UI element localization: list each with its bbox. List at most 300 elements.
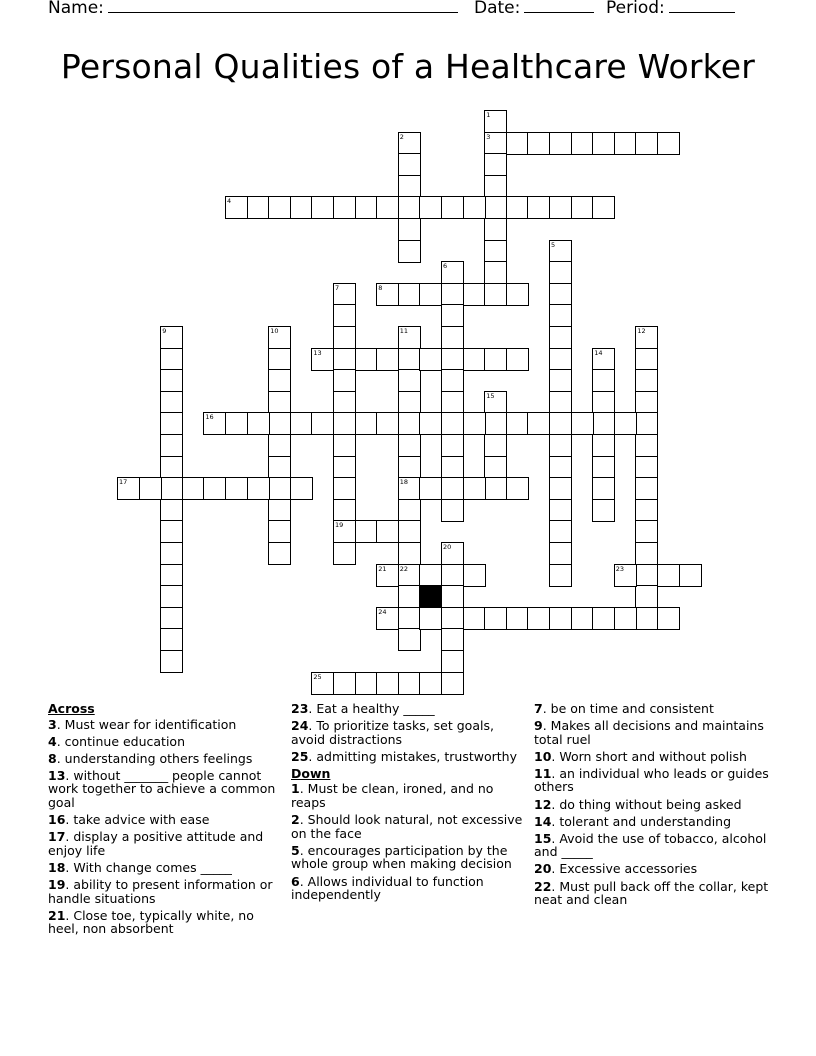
across-clue-13: 13. without _______ people cannot work together to achieve a common goal — [48, 767, 276, 811]
across-clue-8: 8. understanding others feelings — [48, 750, 253, 766]
clue-number: 13 — [48, 767, 66, 783]
grid-cell[interactable] — [419, 564, 442, 587]
grid-cell[interactable] — [549, 304, 572, 327]
grid-cell[interactable] — [635, 132, 658, 155]
grid-cell[interactable] — [398, 283, 421, 306]
grid-cell[interactable] — [355, 672, 378, 695]
cell-number: 5 — [551, 240, 556, 249]
cell-number: 23 — [615, 564, 625, 573]
grid-cell[interactable] — [657, 132, 680, 155]
grid-cell[interactable] — [311, 196, 334, 219]
grid-cell[interactable] — [527, 412, 550, 435]
grid-cell[interactable] — [484, 218, 507, 241]
clue-number: 3 — [48, 716, 57, 732]
grid-cell[interactable] — [160, 520, 183, 543]
clue-number: 11 — [534, 765, 552, 781]
clue-number: 8 — [48, 750, 57, 766]
grid-cell[interactable] — [333, 348, 356, 371]
grid-cell[interactable] — [160, 456, 183, 479]
grid-cell[interactable] — [441, 564, 464, 587]
grid-cell[interactable] — [160, 369, 183, 392]
clue-text: admitting mistakes, trustworthy — [316, 748, 517, 764]
grid-cell[interactable] — [247, 477, 270, 500]
grid-cell[interactable] — [549, 196, 572, 219]
grid-cell[interactable] — [484, 283, 507, 306]
grid-cell[interactable] — [635, 585, 658, 608]
grid-cell[interactable] — [398, 672, 421, 695]
grid-cell[interactable] — [484, 434, 507, 457]
clue-text: Excessive accessories — [559, 861, 698, 877]
grid-cell[interactable] — [549, 326, 572, 349]
down-clue-6: 6. Allows individual to function independently — [291, 873, 484, 903]
across-clue-24: 24. To prioritize tasks, set goals, avoid distractions — [291, 718, 494, 747]
grid-cell[interactable] — [484, 477, 507, 500]
grid-cell[interactable] — [484, 240, 507, 263]
grid-cell[interactable] — [268, 434, 291, 457]
clue-text: Eat a healthy _____ — [316, 701, 435, 716]
clue-number: 17 — [48, 829, 66, 845]
grid-cell[interactable] — [398, 520, 421, 543]
grid-cell[interactable] — [398, 434, 421, 457]
grid-cell[interactable] — [463, 412, 486, 435]
grid-cell[interactable] — [160, 391, 183, 414]
grid-cell[interactable] — [398, 153, 421, 176]
grid-cell[interactable] — [571, 607, 594, 630]
grid-cell[interactable] — [419, 283, 442, 306]
grid-cell[interactable] — [398, 607, 421, 630]
cell-number: 21 — [378, 564, 387, 573]
clue-text: Must be clean, ironed, and no reaps — [291, 781, 494, 811]
cell-number: 10 — [270, 327, 279, 335]
clue-text: an individual who leads or guides others — [534, 765, 769, 795]
grid-cell[interactable] — [376, 672, 399, 695]
clue-text: Must pull back off the collar, kept neat and clean — [534, 878, 769, 908]
date-label: Date: — [474, 0, 521, 18]
grid-cell[interactable] — [463, 283, 486, 306]
clue-text: Avoid the use of tobacco, alcohol and _____ — [534, 830, 767, 860]
grid-cell[interactable] — [160, 607, 183, 630]
grid-cell[interactable] — [398, 499, 421, 522]
across-heading: Across — [48, 701, 95, 716]
clue-number: 12 — [534, 796, 552, 812]
grid-cell[interactable] — [592, 369, 615, 392]
grid-cell[interactable] — [441, 434, 464, 457]
grid-cell[interactable] — [268, 196, 291, 219]
grid-cell[interactable] — [225, 412, 248, 435]
grid-cell[interactable] — [160, 628, 183, 651]
grid-cell[interactable] — [635, 434, 658, 457]
cell-number: 6 — [443, 262, 448, 271]
grid-cell[interactable] — [376, 520, 399, 543]
down-clue-9: 9. Makes all decisions and maintains total ruel — [534, 718, 764, 747]
grid-cell[interactable] — [355, 348, 378, 371]
grid-cell[interactable] — [592, 607, 615, 630]
grid-cell[interactable] — [549, 520, 572, 543]
grid-cell[interactable] — [549, 369, 572, 392]
cell-number: 24 — [378, 607, 387, 616]
clue-number: 22 — [534, 878, 552, 894]
grid-cell[interactable] — [268, 542, 291, 565]
clue-number: 18 — [48, 859, 66, 875]
grid-cell[interactable] — [441, 412, 464, 435]
clue-text: do thing without being asked — [559, 796, 742, 812]
grid-cell[interactable] — [160, 499, 183, 522]
grid-cell[interactable] — [484, 412, 507, 435]
grid-cell[interactable] — [441, 499, 464, 522]
clues-column-3 — [534, 702, 774, 910]
clue-number: 2 — [291, 812, 300, 828]
grid-cell[interactable] — [549, 283, 572, 306]
grid-cell[interactable] — [182, 477, 205, 500]
grid-cell[interactable] — [247, 412, 270, 435]
clue-number: 4 — [48, 733, 57, 749]
grid-cell[interactable] — [268, 369, 291, 392]
grid-cell[interactable] — [506, 348, 529, 371]
cell-number: 12 — [637, 327, 646, 335]
clue-number: 6 — [291, 873, 300, 889]
cell-number: 13 — [313, 348, 322, 357]
grid-cell[interactable] — [592, 456, 615, 479]
grid-cell[interactable] — [160, 412, 183, 435]
grid-cell[interactable] — [333, 672, 356, 695]
grid-cell[interactable] — [333, 326, 356, 349]
grid-cell[interactable] — [635, 412, 658, 435]
grid-cell[interactable] — [463, 607, 486, 630]
clue-number: 20 — [534, 861, 552, 877]
clues-column-1 — [48, 702, 288, 939]
across-clue-16: 16. take advice with ease — [48, 812, 210, 828]
grid-cell[interactable] — [463, 348, 486, 371]
down-clue-2: 2. Should look natural, not excessive on the face — [291, 812, 523, 841]
grid-cell[interactable] — [506, 607, 529, 630]
grid-cell[interactable] — [333, 542, 356, 565]
grid-cell[interactable] — [549, 499, 572, 522]
cell-number: 7 — [335, 283, 340, 292]
down-clue-10: 10. Worn short and without polish — [534, 748, 747, 764]
grid-cell[interactable] — [333, 434, 356, 457]
grid-cell[interactable] — [635, 542, 658, 565]
grid-cell[interactable] — [635, 391, 658, 414]
grid-cell[interactable] — [441, 304, 464, 327]
grid-cell[interactable] — [268, 499, 291, 522]
grid-cell[interactable] — [398, 369, 421, 392]
clues-column-2 — [291, 702, 531, 905]
clue-text: be on time and consistent — [550, 701, 714, 716]
grid-cell[interactable] — [333, 304, 356, 327]
grid-cell[interactable] — [441, 348, 464, 371]
grid-cell[interactable] — [635, 564, 658, 587]
down-clue-15: 15. Avoid the use of tobacco, alcohol and _____ — [534, 830, 767, 860]
down-clue-20: 20. Excessive accessories — [534, 861, 698, 877]
clue-number: 15 — [534, 830, 552, 846]
grid-cell[interactable] — [614, 132, 637, 155]
cell-number: 22 — [399, 564, 409, 573]
grid-cell[interactable] — [398, 456, 421, 479]
grid-cell[interactable] — [160, 585, 183, 608]
grid-cell[interactable] — [549, 607, 572, 630]
grid-cell[interactable] — [657, 607, 680, 630]
grid-cell[interactable] — [506, 132, 529, 155]
clue-text: tolerant and understanding — [559, 813, 732, 829]
grid-cell[interactable] — [268, 520, 291, 543]
grid-cell[interactable] — [506, 196, 529, 219]
down-clue-5: 5. encourages participation by the whole group when making decision — [291, 842, 512, 872]
grid-cell[interactable] — [484, 261, 507, 284]
name-label: Name: — [48, 0, 104, 18]
cell-number: 3 — [486, 132, 491, 141]
grid-cell[interactable] — [160, 542, 183, 565]
grid-cell[interactable] — [635, 607, 658, 630]
black-cell — [419, 585, 442, 608]
grid-cell[interactable] — [398, 391, 421, 414]
grid-cell[interactable] — [679, 564, 702, 587]
grid-cell[interactable] — [419, 196, 442, 219]
grid-cell[interactable] — [527, 132, 550, 155]
down-clue-7: 7. be on time and consistent — [534, 701, 714, 716]
grid-cell[interactable] — [506, 412, 529, 435]
grid-cell[interactable] — [635, 499, 658, 522]
cell-number: 8 — [378, 283, 383, 292]
grid-cell[interactable] — [333, 391, 356, 414]
grid-cell[interactable] — [549, 456, 572, 479]
grid-cell[interactable] — [160, 564, 183, 587]
grid-cell[interactable] — [614, 607, 637, 630]
grid-cell[interactable] — [333, 412, 356, 435]
clue-number: 25 — [291, 748, 309, 764]
grid-cell[interactable] — [268, 456, 291, 479]
grid-cell[interactable] — [571, 132, 594, 155]
grid-cell[interactable] — [398, 218, 421, 241]
grid-cell[interactable] — [441, 477, 464, 500]
grid-cell[interactable] — [441, 391, 464, 414]
grid-cell[interactable] — [311, 412, 334, 435]
grid-cell[interactable] — [290, 196, 313, 219]
grid-cell[interactable] — [441, 650, 464, 673]
grid-cell[interactable] — [549, 391, 572, 414]
cell-number: 9 — [162, 327, 167, 335]
grid-cell[interactable] — [268, 348, 291, 371]
cell-number: 19 — [335, 521, 344, 530]
down-clue-14: 14. tolerant and understanding — [534, 813, 732, 829]
grid-cell[interactable] — [592, 499, 615, 522]
down-clue-11: 11. an individual who leads or guides others — [534, 765, 769, 795]
down-heading: Down — [291, 765, 331, 781]
grid-cell[interactable] — [635, 456, 658, 479]
cell-number: 2 — [399, 132, 404, 141]
grid-cell[interactable] — [376, 196, 399, 219]
grid-cell[interactable] — [441, 672, 464, 695]
grid-cell[interactable] — [441, 456, 464, 479]
grid-cell[interactable] — [398, 175, 421, 198]
grid-cell[interactable] — [549, 477, 572, 500]
cell-number: 20 — [443, 543, 452, 551]
grid-cell[interactable] — [333, 477, 356, 500]
clue-text: without _______ people cannot work together to achieve a common goal — [48, 767, 276, 811]
cell-number: 15 — [486, 391, 495, 400]
grid-cell[interactable] — [398, 542, 421, 565]
cell-number: 16 — [205, 413, 214, 422]
grid-cell[interactable] — [549, 261, 572, 284]
grid-cell[interactable] — [614, 412, 637, 435]
grid-cell[interactable] — [441, 196, 464, 219]
grid-cell[interactable] — [268, 477, 291, 500]
grid-cell[interactable] — [527, 196, 550, 219]
grid-cell[interactable] — [592, 132, 615, 155]
cell-number: 14 — [594, 348, 603, 357]
clue-number: 9 — [534, 718, 543, 734]
grid-cell[interactable] — [419, 672, 442, 695]
grid-cell[interactable] — [592, 391, 615, 414]
clue-text: display a positive attitude and enjoy life — [48, 829, 264, 858]
clue-number: 23 — [291, 701, 309, 716]
grid-cell[interactable] — [484, 456, 507, 479]
clue-text: Should look natural, not excessive on the face — [291, 812, 523, 841]
grid-cell[interactable] — [376, 412, 399, 435]
grid-cell[interactable] — [398, 628, 421, 651]
grid-cell[interactable] — [268, 412, 291, 435]
grid-cell[interactable] — [635, 348, 658, 371]
grid-cell[interactable] — [333, 369, 356, 392]
grid-cell[interactable] — [441, 326, 464, 349]
page-title: Personal Qualities of a Healthcare Worker — [60, 47, 756, 86]
clue-number: 16 — [48, 812, 66, 828]
grid-cell[interactable] — [592, 477, 615, 500]
clue-number: 14 — [534, 813, 552, 829]
grid-cell[interactable] — [463, 196, 486, 219]
grid-cell[interactable] — [527, 607, 550, 630]
across-clue-25: 25. admitting mistakes, trustworthy — [291, 748, 517, 764]
down-clue-22: 22. Must pull back off the collar, kept neat and clean — [534, 878, 769, 908]
grid-cell[interactable] — [376, 348, 399, 371]
grid-cell[interactable] — [355, 520, 378, 543]
grid-cell[interactable] — [484, 175, 507, 198]
clue-text: With change comes _____ — [73, 859, 232, 875]
grid-cell[interactable] — [355, 196, 378, 219]
clue-text: To prioritize tasks, set goals, avoid distractions — [291, 718, 494, 747]
clue-text: Must wear for identification — [64, 716, 237, 732]
cell-number: 4 — [227, 197, 232, 206]
clue-text: take advice with ease — [73, 812, 210, 828]
grid-cell[interactable] — [484, 153, 507, 176]
cell-number: 11 — [399, 327, 409, 335]
grid-cell[interactable] — [441, 283, 464, 306]
grid-cell[interactable] — [333, 456, 356, 479]
grid-cell[interactable] — [398, 348, 421, 371]
across-clue-23: 23. Eat a healthy _____ — [291, 701, 435, 716]
across-clue-19: 19. ability to present information or handle situations — [48, 877, 273, 906]
clue-number: 5 — [291, 842, 300, 858]
grid-cell[interactable] — [160, 434, 183, 457]
clue-number: 19 — [48, 877, 66, 893]
clue-number: 1 — [291, 781, 300, 797]
cell-number: 25 — [313, 672, 322, 681]
grid-cell[interactable] — [419, 607, 442, 630]
clue-text: Worn short and without polish — [559, 748, 747, 764]
grid-cell[interactable] — [441, 628, 464, 651]
cell-number: 1 — [486, 111, 491, 119]
grid-cell[interactable] — [247, 196, 270, 219]
clue-text: understanding others feelings — [64, 750, 253, 766]
clue-number: 21 — [48, 907, 66, 923]
grid-cell[interactable] — [139, 477, 162, 500]
grid-cell[interactable] — [549, 412, 572, 435]
grid-cell[interactable] — [635, 520, 658, 543]
grid-cell[interactable] — [463, 477, 486, 500]
grid-cell[interactable] — [419, 412, 442, 435]
grid-cell[interactable] — [484, 607, 507, 630]
clue-number: 10 — [534, 748, 552, 764]
grid-cell[interactable] — [398, 412, 421, 435]
grid-cell[interactable] — [463, 564, 486, 587]
cell-number: 18 — [399, 478, 409, 487]
across-clue-21: 21. Close toe, typically white, no heel, non absorbent — [48, 907, 254, 937]
grid-cell[interactable] — [506, 477, 529, 500]
cell-number: 17 — [119, 478, 128, 487]
grid-cell[interactable] — [657, 564, 680, 587]
period-label: Period: — [606, 0, 665, 18]
clue-number: 24 — [291, 718, 309, 734]
grid-cell[interactable] — [160, 477, 183, 500]
across-clue-4: 4. continue education — [48, 733, 186, 749]
grid-cell[interactable] — [398, 240, 421, 263]
grid-cell[interactable] — [333, 499, 356, 522]
clue-text: continue education — [64, 733, 186, 749]
grid-cell[interactable] — [160, 650, 183, 673]
grid-cell[interactable] — [549, 434, 572, 457]
clue-text: Makes all decisions and maintains total ruel — [534, 718, 764, 747]
clue-text: encourages participation by the whole group when making decision — [291, 842, 512, 872]
grid-cell[interactable] — [419, 348, 442, 371]
across-clue-3: 3. Must wear for identification — [48, 716, 237, 732]
grid-cell[interactable] — [290, 477, 313, 500]
grid-cell[interactable] — [549, 564, 572, 587]
grid-cell[interactable] — [333, 196, 356, 219]
grid-cell[interactable] — [441, 369, 464, 392]
across-clue-17: 17. display a positive attitude and enjoy life — [48, 829, 264, 858]
grid-cell[interactable] — [203, 477, 226, 500]
grid-cell[interactable] — [419, 477, 442, 500]
down-clue-1: 1. Must be clean, ironed, and no reaps — [291, 781, 494, 811]
grid-cell[interactable] — [592, 434, 615, 457]
grid-cell[interactable] — [571, 196, 594, 219]
grid-cell[interactable] — [398, 585, 421, 608]
grid-cell[interactable] — [506, 283, 529, 306]
grid-cell[interactable] — [441, 585, 464, 608]
grid-cell[interactable] — [592, 196, 615, 219]
grid-cell[interactable] — [160, 348, 183, 371]
grid-cell[interactable] — [355, 412, 378, 435]
grid-cell[interactable] — [441, 607, 464, 630]
clue-text: ability to present information or handle situations — [48, 877, 273, 906]
grid-cell[interactable] — [635, 477, 658, 500]
grid-cell[interactable] — [592, 412, 615, 435]
grid-cell[interactable] — [549, 348, 572, 371]
grid-cell[interactable] — [290, 412, 313, 435]
clue-text: Allows individual to function independently — [291, 873, 484, 903]
grid-cell[interactable] — [484, 196, 507, 219]
grid-cell[interactable] — [549, 542, 572, 565]
grid-cell[interactable] — [484, 348, 507, 371]
grid-cell[interactable] — [635, 369, 658, 392]
grid-cell[interactable] — [398, 196, 421, 219]
clue-number: 7 — [534, 701, 543, 716]
grid-cell[interactable] — [268, 391, 291, 414]
down-clue-12: 12. do thing without being asked — [534, 796, 742, 812]
clue-text: Close toe, typically white, no heel, non absorbent — [48, 907, 254, 937]
grid-cell[interactable] — [225, 477, 248, 500]
grid-cell[interactable] — [549, 132, 572, 155]
grid-cell[interactable] — [571, 412, 594, 435]
